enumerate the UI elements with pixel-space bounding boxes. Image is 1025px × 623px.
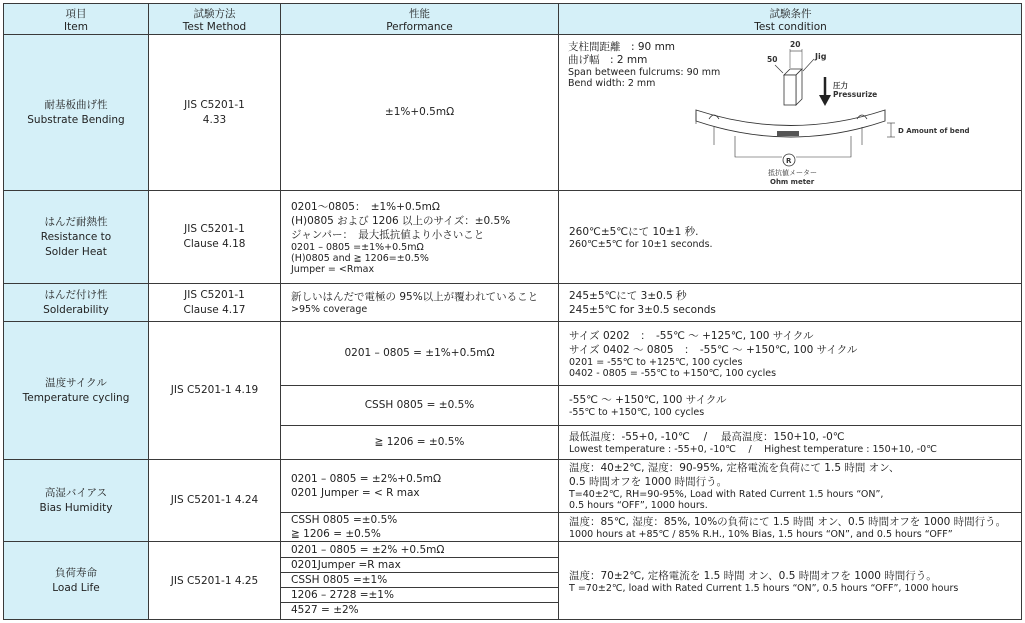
- solder-heat-condition: [558, 190, 1022, 283]
- header-item-en: Item: [64, 21, 88, 33]
- temp-cycle-sub3-perf: ≧ 1206 = ±0.5%: [374, 436, 465, 448]
- load-life-perf-2: 0201Jumper =R max: [291, 559, 401, 571]
- bending-item-en: Substrate Bending: [27, 113, 125, 126]
- ohm-en: Ohm meter: [770, 178, 815, 186]
- solderability-cond-1: 245±5℃にて 3±0.5 秒: [569, 289, 687, 302]
- solder-heat-perf-5: (H)0805 and ≧ 1206=±0.5%: [291, 252, 429, 264]
- humidity-sub1-cond-4: 0.5 hours “OFF”, 1000 hours.: [569, 500, 708, 511]
- humidity-item-ja: 高湿バイアス: [44, 486, 108, 499]
- solder-heat-item-en-1: Resistance to: [40, 230, 112, 243]
- header-item: [3, 3, 148, 34]
- temp-cycle-sub1-cond-4: 0402 - 0805 = -55℃ to +150℃, 100 cycles: [569, 367, 777, 379]
- solder-heat-method-1: JIS C5201-1: [184, 223, 245, 235]
- temp-cycle-method: [148, 321, 280, 459]
- humidity-perf-2: [280, 512, 558, 541]
- load-life-perf-3: CSSH 0805 =±1%: [291, 574, 388, 586]
- temp-cycle-sub1-cond-3: 0201 = -55℃ to +125℃, 100 cycles: [569, 356, 743, 368]
- load-life-condition: [558, 541, 1022, 620]
- humidity-method: [148, 459, 280, 541]
- temp-cycle-method-text: JIS C5201-1 4.19: [170, 384, 259, 396]
- ohm-r: R: [786, 157, 792, 165]
- solder-heat-performance: [280, 190, 558, 283]
- solder-heat-item-ja: はんだ耐熱性: [44, 215, 108, 228]
- load-life-item-ja: 負荷寿命: [55, 567, 97, 579]
- temp-cycle-sub2-cond-2: -55℃ to +150℃, 100 cycles: [569, 407, 705, 418]
- solder-heat-item: [3, 190, 148, 283]
- humidity-sub1-cond-2: 0.5 時間オフを 1000 時間行う。: [569, 476, 728, 488]
- ohm-ja: 抵抗値メーター: [768, 169, 817, 177]
- header-condition-en: Test condition: [754, 21, 827, 33]
- bending-method: [148, 34, 280, 190]
- jig-label: Jig: [815, 52, 827, 61]
- jig-icon: [775, 49, 814, 105]
- pressure-ja: 圧力: [833, 81, 848, 90]
- load-life-cond-1: 温度：70±2℃, 定格電流を 1.5 時間 オン、0.5 時間オフを 1000 時間行う。: [569, 569, 937, 582]
- header-item-ja: 項目: [65, 8, 87, 20]
- humidity-sub2-cond-2: 1000 hours at +85℃ / 85% R.H., 10% Bias, 1.5 hours “ON”, and 0.5 hours “OFF”: [569, 528, 953, 540]
- temp-cycle-perf-1: [280, 321, 558, 385]
- solderability-cond-2: 245±5℃ for 3±0.5 seconds: [569, 303, 716, 316]
- solderability-performance: [280, 283, 558, 321]
- bending-condition: [558, 34, 1022, 190]
- humidity-sub2-perf-2: ≧ 1206 = ±0.5%: [291, 528, 381, 540]
- solderability-method: [148, 283, 280, 321]
- bending-method-2: 4.33: [202, 113, 227, 126]
- bending-diagram: [559, 35, 1023, 191]
- header-performance-ja: 性能: [409, 8, 430, 20]
- humidity-sub2-cond-1: 温度：85℃, 湿度：85%, 10%の負荷にて 1.5 時間 オン、0.5 時間オフを 1000 時間行う。: [569, 515, 1007, 528]
- header-method-en: Test Method: [182, 21, 247, 33]
- temp-cycle-perf-2: [280, 385, 558, 425]
- bend-label: D Amount of bend: [898, 127, 970, 135]
- humidity-sub1-perf-2: 0201 Jumper = < R max: [291, 487, 420, 499]
- solder-heat-perf-4: 0201 – 0805 =±1%+0.5mΩ: [291, 241, 424, 253]
- solder-heat-perf-3: ジャンパー： 最大抵抗値より小さいこと: [291, 228, 485, 241]
- dim-50: 50: [767, 55, 778, 64]
- temp-cycle-cond-3: [558, 425, 1022, 459]
- solder-heat-perf-6: Jumper = <Rmax: [291, 263, 375, 275]
- pressure-arrow-icon: [819, 77, 831, 106]
- humidity-perf-1: [280, 459, 558, 512]
- bending-item: [3, 34, 148, 190]
- temp-cycle-sub3-cond-1: 最低温度：-55+0, -10℃ / 最高温度：150+10, -0℃: [569, 431, 845, 443]
- solderability-method-1: JIS C5201-1: [184, 288, 245, 301]
- bending-perf: ±1%+0.5mΩ: [384, 106, 455, 118]
- temp-cycle-item-ja: 温度サイクル: [45, 376, 107, 389]
- solderability-item: [3, 283, 148, 321]
- header-performance: [280, 3, 558, 34]
- load-life-perf-5: 4527 = ±2%: [291, 604, 359, 616]
- temp-cycle-item-en: Temperature cycling: [22, 391, 130, 404]
- temp-cycle-sub3-cond-2: Lowest temperature : -55+0, -10℃ / Highest temperature : 150+10, -0℃: [569, 444, 937, 455]
- temp-cycle-perf-3: [280, 425, 558, 459]
- solder-heat-item-en-2: Solder Heat: [45, 245, 107, 258]
- dim-20: 20: [790, 40, 801, 49]
- load-life-perf-1: 0201 – 0805 = ±2% +0.5mΩ: [291, 544, 445, 556]
- load-life-item-en: Load Life: [52, 582, 100, 594]
- humidity-item: [3, 459, 148, 541]
- humidity-cond-1: [558, 459, 1022, 512]
- bending-cond-3: Span between fulcrums: 90 mm: [568, 67, 721, 78]
- header-method-ja: 試験方法: [193, 8, 236, 20]
- solderability-perf-1: 新しいはんだで電極の 95%以上が覆われていること: [291, 291, 539, 303]
- temp-cycle-sub1-cond-2: サイズ 0402 ～ 0805 ： -55℃ ～ +150℃, 100 サイクル: [569, 343, 858, 356]
- temp-cycle-sub2-perf: CSSH 0805 = ±0.5%: [364, 399, 475, 411]
- temp-cycle-sub2-cond-1: -55℃ ～ +150℃, 100 サイクル: [569, 394, 727, 406]
- solder-heat-cond-1: 260℃±5℃にて 10±1 秒.: [569, 225, 699, 238]
- humidity-cond-2: [558, 512, 1022, 541]
- bending-cond-1: 支柱間距離 : 90 mm: [568, 41, 676, 53]
- solder-heat-perf-1: 0201～0805： ±1%+0.5mΩ: [291, 200, 440, 213]
- temp-cycle-cond-1: [558, 321, 1022, 385]
- solderability-item-en: Solderability: [43, 303, 109, 316]
- bending-cond-2: 曲げ幅 : 2 mm: [568, 54, 648, 66]
- load-life-item: [3, 541, 148, 620]
- humidity-method-text: JIS C5201-1 4.24: [170, 494, 259, 506]
- header-performance-en: Performance: [386, 21, 453, 33]
- solderability-condition: [558, 283, 1022, 321]
- humidity-item-en: Bias Humidity: [39, 501, 113, 514]
- temp-cycle-sub1-perf: 0201 – 0805 = ±1%+0.5mΩ: [344, 347, 495, 359]
- solder-heat-method-2: Clause 4.18: [183, 238, 246, 250]
- header-method: [148, 3, 280, 34]
- humidity-sub1-cond-3: T=40±2℃, RH=90-95%, Load with Rated Current 1.5 hours “ON”,: [569, 489, 884, 500]
- bending-method-1: JIS C5201-1: [184, 98, 245, 111]
- bending-item-ja: 耐基板曲げ性: [44, 98, 108, 111]
- solderability-item-ja: はんだ付け性: [44, 288, 108, 301]
- solderability-method-2: Clause 4.17: [183, 303, 246, 316]
- load-life-method: [148, 541, 280, 620]
- solder-heat-cond-2: 260℃±5℃ for 10±1 seconds.: [569, 238, 713, 250]
- humidity-sub1-cond-1: 温度：40±2℃, 湿度：90-95%, 定格電流を負荷にて 1.5 時間 オン、: [569, 462, 900, 474]
- temp-cycle-item: [3, 321, 148, 459]
- load-life-method-text: JIS C5201-1 4.25: [170, 574, 259, 587]
- header-condition: [558, 3, 1022, 34]
- humidity-sub2-perf-1: CSSH 0805 =±0.5%: [291, 514, 398, 526]
- load-life-cond-2: T =70±2℃, load with Rated Current 1.5 hours “ON”, 0.5 hours “OFF”, 1000 hours: [569, 582, 959, 594]
- ohm-meter-icon: [783, 154, 795, 166]
- temp-cycle-cond-2: [558, 385, 1022, 425]
- solder-heat-method: [148, 190, 280, 283]
- load-life-performance: [280, 541, 558, 620]
- solder-heat-perf-2: (H)0805 および 1206 以上のサイズ：±0.5%: [291, 214, 511, 227]
- temp-cycle-sub1-cond-1: サイズ 0202 ： -55℃ ～ +125℃, 100 サイクル: [569, 329, 814, 342]
- pressure-en: Pressurize: [833, 90, 878, 99]
- load-life-perf-4: 1206 – 2728 =±1%: [291, 589, 394, 601]
- solderability-perf-2: >95% coverage: [291, 304, 368, 315]
- header-condition-ja: 試験条件: [769, 8, 812, 20]
- bending-cond-4: Bend width: 2 mm: [568, 78, 656, 89]
- bending-performance: [280, 34, 558, 190]
- humidity-sub1-perf-1: 0201 – 0805 = ±2%+0.5mΩ: [291, 473, 442, 485]
